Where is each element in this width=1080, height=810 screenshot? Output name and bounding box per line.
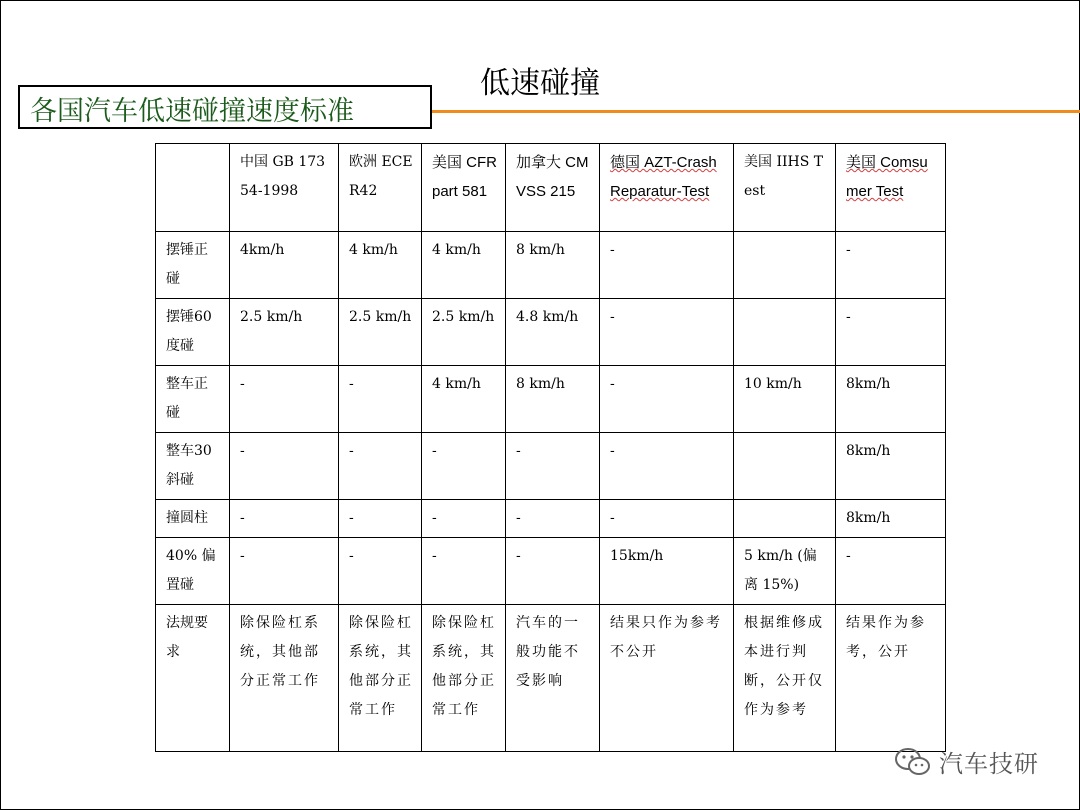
header-cell: 美国 IIHS Test xyxy=(734,144,836,232)
table-cell: - xyxy=(230,366,339,433)
table-cell: 2.5 km/h xyxy=(230,299,339,366)
table-cell: - xyxy=(339,500,422,538)
table-row xyxy=(156,605,946,752)
table-cell: 5 km/h (偏离 15%) xyxy=(734,538,836,605)
table-row xyxy=(156,500,946,538)
table-row xyxy=(156,232,946,299)
header-cell: 德国 AZT-Crash Reparatur-Test xyxy=(600,144,734,232)
header-cell: 美国 CFR part 581 xyxy=(422,144,506,232)
table-cell: - xyxy=(836,538,946,605)
table-cell: 2.5 km/h xyxy=(339,299,422,366)
table-cell xyxy=(734,433,836,500)
table-cell: - xyxy=(600,433,734,500)
table-cell: 除保险杠系统，其他部分正常工作 xyxy=(422,605,506,752)
table-cell: 8km/h xyxy=(836,500,946,538)
table-cell xyxy=(734,299,836,366)
table-cell: - xyxy=(600,366,734,433)
table-cell: - xyxy=(230,433,339,500)
table-cell: 2.5 km/h xyxy=(422,299,506,366)
row-label: 摆锤正碰 xyxy=(156,232,230,299)
header-cell: 欧洲 ECE R42 xyxy=(339,144,422,232)
header-cell: 中国 GB 17354-1998 xyxy=(230,144,339,232)
row-label: 整车30斜碰 xyxy=(156,433,230,500)
watermark xyxy=(893,744,1039,779)
table-cell: 除保险杠系统，其他部分正常工作 xyxy=(339,605,422,752)
table-cell: 15km/h xyxy=(600,538,734,605)
table-cell: - xyxy=(230,538,339,605)
table-cell: 8 km/h xyxy=(506,366,600,433)
wechat-icon xyxy=(893,746,933,778)
row-label: 整车正碰 xyxy=(156,366,230,433)
watermark-text: 汽车技研 xyxy=(939,750,1039,778)
table-cell: - xyxy=(600,500,734,538)
standards-table xyxy=(155,143,946,752)
table-cell: 除保险杠系统，其他部分正常工作 xyxy=(230,605,339,752)
table-cell: - xyxy=(506,538,600,605)
table-header-row xyxy=(156,144,946,232)
table-cell: 4km/h xyxy=(230,232,339,299)
table-cell: 8km/h xyxy=(836,366,946,433)
header-cell: 加拿大 CMVSS 215 xyxy=(506,144,600,232)
table-cell: 4 km/h xyxy=(422,366,506,433)
row-label: 法规要求 xyxy=(156,605,230,752)
section-heading: 各国汽车低速碰撞速度标准 xyxy=(18,85,432,129)
table-cell: 10 km/h xyxy=(734,366,836,433)
row-label: 摆锤60度碰 xyxy=(156,299,230,366)
table-cell: - xyxy=(836,232,946,299)
table-cell: - xyxy=(836,299,946,366)
table-cell: - xyxy=(422,500,506,538)
header-cell: 美国 Comsumer Test xyxy=(836,144,946,232)
table-cell: 汽车的一般功能不受影响 xyxy=(506,605,600,752)
corner-cell xyxy=(156,144,230,232)
table-cell: - xyxy=(230,500,339,538)
table-cell: 4 km/h xyxy=(339,232,422,299)
table-cell: 4 km/h xyxy=(422,232,506,299)
table-cell: 根据维修成本进行判断，公开仅作为参考 xyxy=(734,605,836,752)
table-cell: - xyxy=(339,433,422,500)
table-cell: - xyxy=(422,538,506,605)
row-label: 40% 偏置碰 xyxy=(156,538,230,605)
slide-title: 低速碰撞 xyxy=(480,66,600,101)
table-cell xyxy=(734,232,836,299)
table-cell: - xyxy=(506,433,600,500)
table-cell: 8km/h xyxy=(836,433,946,500)
table-cell: - xyxy=(600,232,734,299)
table-row xyxy=(156,366,946,433)
table-cell: 8 km/h xyxy=(506,232,600,299)
table-row xyxy=(156,433,946,500)
title-underline xyxy=(432,110,1080,113)
table-row xyxy=(156,538,946,605)
row-label: 撞圆柱 xyxy=(156,500,230,538)
table-cell: 4.8 km/h xyxy=(506,299,600,366)
table-cell: 结果作为参考，公开 xyxy=(836,605,946,752)
table-cell: - xyxy=(600,299,734,366)
table-cell: 结果只作为参考不公开 xyxy=(600,605,734,752)
table-cell: - xyxy=(506,500,600,538)
table-cell: - xyxy=(339,538,422,605)
table-cell xyxy=(734,500,836,538)
table-cell: - xyxy=(422,433,506,500)
table-row xyxy=(156,299,946,366)
table-cell: - xyxy=(339,366,422,433)
